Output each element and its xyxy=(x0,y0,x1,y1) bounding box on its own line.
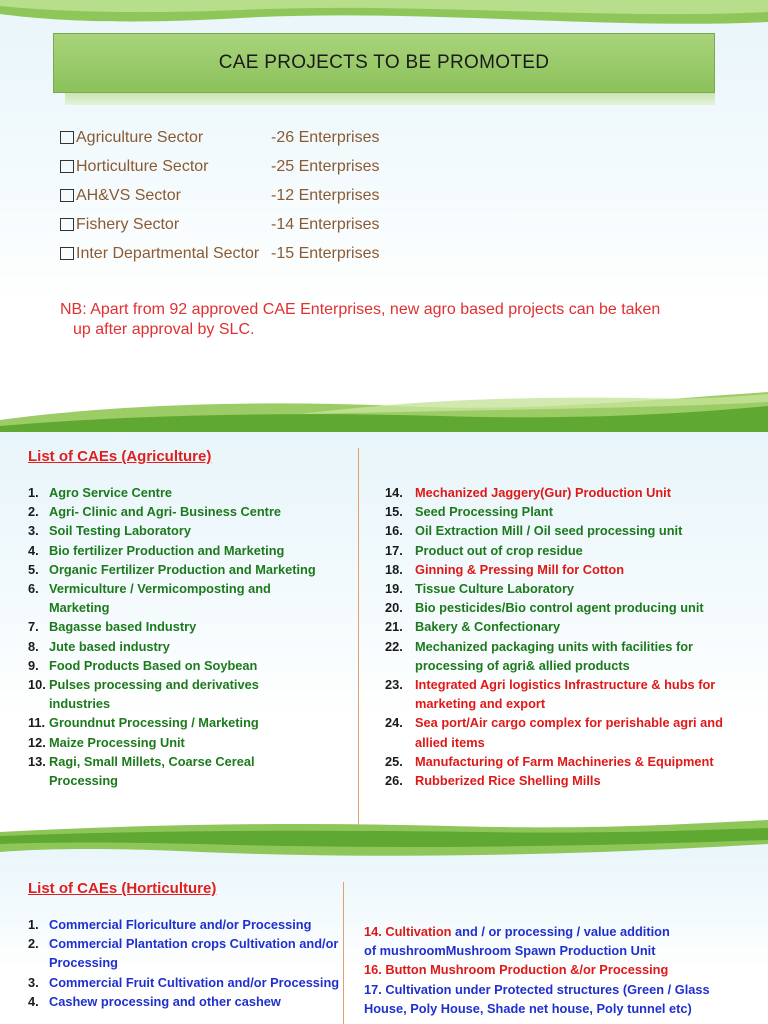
slide-cae-projects xyxy=(0,0,768,432)
sector-row xyxy=(60,123,380,152)
slide-cae-agriculture xyxy=(0,432,768,838)
hort-list-left xyxy=(28,915,340,1011)
list-item xyxy=(28,973,340,992)
nb-note-line1: NB: Apart from 92 approved CAE Enterprises, new agro based projects can be taken xyxy=(60,301,661,318)
item-number: 4. xyxy=(28,542,39,558)
list-item xyxy=(28,934,340,972)
item-number: 12. xyxy=(28,734,46,750)
item-number: 23. xyxy=(385,677,403,693)
item-number: 26. xyxy=(385,773,403,789)
checkbox-bullet-icon xyxy=(60,218,74,231)
item-text: Seed Processing Plant xyxy=(415,504,553,520)
checkbox-bullet-icon xyxy=(60,189,74,202)
list-item: 17. Cultivation under Protected structures (Green / Glass xyxy=(364,981,710,997)
item-number: 6. xyxy=(28,581,39,597)
sector-row xyxy=(60,239,380,268)
list-item: 14. Cultivation and / or processing / value addition xyxy=(364,924,670,939)
item-text: Sea port/Air cargo complex for perishable agri and allied items xyxy=(415,715,723,750)
item-number: 1. xyxy=(28,917,39,932)
item-number: 14. xyxy=(385,485,403,500)
list-item xyxy=(385,483,753,502)
list-item: 16. Button Mushroom Production &/or Processing xyxy=(364,962,669,978)
list-item xyxy=(28,915,340,934)
list-item: House, Poly House, Shade net house, Poly tunnel etc) xyxy=(364,1000,692,1016)
list-item xyxy=(28,713,318,732)
item-number: 10. xyxy=(28,677,46,693)
list-item xyxy=(28,560,318,579)
list-item xyxy=(28,992,340,1011)
item-text: Agri- Clinic and Agri- Business Centre xyxy=(49,504,282,520)
nb-note-line2: up after approval by SLC. xyxy=(73,321,255,338)
item-text: Groundnut Processing / Marketing xyxy=(49,715,259,731)
item-number: 21. xyxy=(385,619,403,635)
column-divider xyxy=(358,448,359,834)
list-title: List of CAEs (Horticulture) xyxy=(28,880,217,897)
item-text: Rubberized Rice Shelling Mills xyxy=(415,773,601,789)
item-number: 24. xyxy=(385,715,403,731)
sector-name: Inter Departmental Sector xyxy=(76,244,260,262)
title-shadow xyxy=(65,93,715,105)
item-text: Vermiculture / Vermicomposting and Marketing xyxy=(49,581,271,616)
list-item xyxy=(385,752,753,771)
item-text: Pulses processing and derivatives industries xyxy=(49,677,259,712)
item-number: 2. xyxy=(28,504,39,520)
item-number: 8. xyxy=(28,638,39,654)
sector-count: -14 Enterprises xyxy=(271,215,380,233)
item-text: Organic Fertilizer Production and Marketing xyxy=(49,561,316,577)
list-item xyxy=(28,483,318,502)
sector-list xyxy=(60,123,380,268)
item-text: Bakery & Confectionary xyxy=(415,619,561,635)
item-text: Maize Processing Unit xyxy=(49,734,185,750)
sector-name: Horticulture Sector xyxy=(76,157,209,175)
item-number: 22. xyxy=(385,638,403,654)
slide-cae-horticulture xyxy=(0,838,768,1024)
item-text: Commercial Fruit Cultivation and/or Processing xyxy=(49,974,340,990)
slide-title: CAE PROJECTS TO BE PROMOTED xyxy=(53,33,715,93)
list-item xyxy=(28,502,318,521)
item-text: Manufacturing of Farm Machineries & Equipment xyxy=(415,753,714,769)
item-text: Oil Extraction Mill / Oil seed processing unit xyxy=(415,523,683,539)
item-number: 3. xyxy=(28,974,39,990)
item-text: Tissue Culture Laboratory xyxy=(415,581,575,597)
item-number: 25. xyxy=(385,753,403,769)
agri-list-left xyxy=(28,483,318,790)
item-text: Product out of crop residue xyxy=(415,542,583,558)
item-text: Bio fertilizer Production and Marketing xyxy=(49,542,285,558)
list-item xyxy=(385,675,753,713)
item-number: 7. xyxy=(28,619,39,635)
item-text: Food Products Based on Soybean xyxy=(49,657,258,673)
sector-row xyxy=(60,210,380,239)
list-item xyxy=(385,560,753,579)
list-item xyxy=(385,598,753,617)
item-number: 15. xyxy=(385,504,403,520)
sector-name: Agriculture Sector xyxy=(76,128,204,146)
list-item xyxy=(385,579,753,598)
list-item xyxy=(28,637,318,656)
item-text: Cashew processing and other cashew xyxy=(49,993,281,1009)
list-item xyxy=(28,675,318,713)
sector-count: -12 Enterprises xyxy=(271,186,380,204)
sector-row xyxy=(60,181,380,210)
bottom-wave-decoration xyxy=(0,820,768,838)
hort-list-right xyxy=(364,922,764,1018)
item-number: 4. xyxy=(28,993,39,1009)
item-number: 18. xyxy=(385,561,403,577)
item-number: 9. xyxy=(28,657,39,673)
list-item xyxy=(28,656,318,675)
agri-list-right xyxy=(385,483,753,790)
item-number: 5. xyxy=(28,561,39,577)
item-number: 13. xyxy=(28,753,46,769)
sector-count: -25 Enterprises xyxy=(271,157,380,175)
sector-name: AH&VS Sector xyxy=(76,186,181,204)
checkbox-bullet-icon xyxy=(60,160,74,173)
item-text: Mechanized Jaggery(Gur) Production Unit xyxy=(415,485,671,500)
sector-count: -26 Enterprises xyxy=(271,128,380,146)
list-item xyxy=(28,617,318,636)
item-number: 1. xyxy=(28,485,39,500)
list-item xyxy=(385,541,753,560)
item-text: Agro Service Centre xyxy=(49,485,173,500)
list-title: List of CAEs (Agriculture) xyxy=(28,448,212,465)
list-item xyxy=(385,617,753,636)
list-item xyxy=(28,579,318,617)
item-text: Commercial Floriculture and/or Processing xyxy=(49,917,312,932)
bottom-wave-decoration xyxy=(0,392,768,432)
checkbox-bullet-icon xyxy=(60,131,74,144)
list-item xyxy=(28,521,318,540)
list-item xyxy=(385,771,753,790)
item-text: Integrated Agri logistics Infrastructure & hubs for marketing and export xyxy=(415,677,716,712)
item-text: Bagasse based Industry xyxy=(49,619,197,635)
item-number: 2. xyxy=(28,936,39,952)
sector-name: Fishery Sector xyxy=(76,215,180,233)
item-number: 17. xyxy=(385,542,403,558)
list-item xyxy=(28,752,318,790)
item-number: 16. xyxy=(385,523,403,539)
item-text: Soil Testing Laboratory xyxy=(49,523,191,539)
list-item xyxy=(385,713,753,751)
item-text: Bio pesticides/Bio control agent producing unit xyxy=(415,600,704,616)
item-text: Jute based industry xyxy=(49,638,170,654)
list-item xyxy=(28,541,318,560)
nb-note xyxy=(60,300,740,340)
sector-row xyxy=(60,152,380,181)
list-item: of mushroomMushroom Spawn Production Unit xyxy=(364,943,656,959)
item-number: 19. xyxy=(385,581,403,597)
item-number: 20. xyxy=(385,600,403,616)
list-item xyxy=(28,733,318,752)
list-item xyxy=(385,637,753,675)
column-divider xyxy=(343,882,344,1024)
item-number: 11. xyxy=(28,715,46,731)
top-wave-decoration xyxy=(0,838,768,864)
item-text: Ragi, Small Millets, Coarse Cereal Processing xyxy=(49,753,255,789)
list-item xyxy=(385,502,753,521)
item-text: Ginning & Pressing Mill for Cotton xyxy=(415,561,625,577)
sector-count: -15 Enterprises xyxy=(271,244,380,262)
checkbox-bullet-icon xyxy=(60,247,74,260)
item-number: 3. xyxy=(28,523,39,539)
item-text: Commercial Plantation crops Cultivation and/or Processing xyxy=(49,936,339,971)
list-item xyxy=(385,521,753,540)
item-text: Mechanized packaging units with facilities for processing of agri& allied products xyxy=(415,638,694,673)
